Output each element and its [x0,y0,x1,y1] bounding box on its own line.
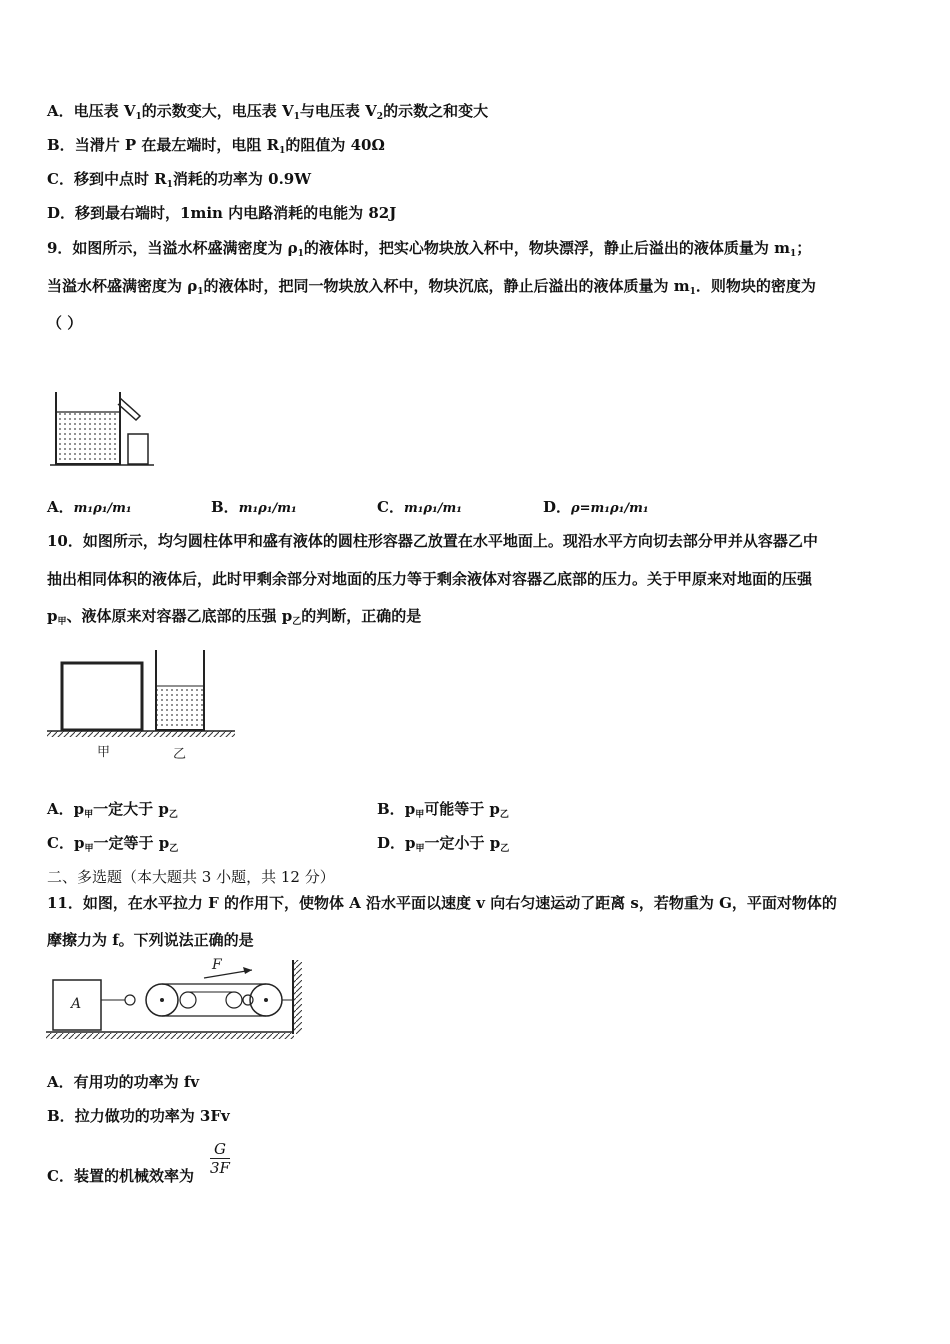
q11-option-c[interactable]: C．装置的机械效率为 [47,1167,194,1185]
q10-stem-line1: 10．如图所示，均匀圆柱体甲和盛有液体的圆柱形容器乙放置在水平地面上。现沿水平方向切去部分甲并从容器乙中 [47,532,818,550]
cylinder-container-figure [45,648,240,764]
q9-stem-line1: 9．如图所示，当溢水杯盛满密度为 $\rho_1$的液体时，把实心物块放入杯中，物块漂浮，静止后溢出的液体质量为 $m_1$； [47,239,812,259]
q8-option-b: B．当滑片 P 在最左端时，电阻 $R_1$的阻值为 40Ω [47,136,385,156]
overflow-cup-figure [48,382,160,472]
q10-option-a[interactable]: A．$p_甲$一定大于 $p_乙$ [47,800,178,820]
fraction-denominator: 3F [210,1159,230,1177]
q11-option-a[interactable]: A．有用功的功率为 fv [47,1073,200,1091]
q9-option-d[interactable]: D．ρ=m₁ρ₁/m₁ [543,498,649,516]
q10-option-b[interactable]: B．$p_甲$可能等于 $p_乙$ [377,800,509,820]
section-heading: 二、多选题（本大题共 3 小题，共 12 分） [47,868,335,886]
q10-stem-line2: 抽出相同体积的液体后，此时甲剩余部分对地面的压力等于剩余液体对容器乙底部的压力。关于甲原来对地面的压强 [47,570,813,588]
q9-option-b[interactable]: B．m₁ρ₁/m₁ [211,498,297,516]
efficiency-fraction [210,1140,230,1177]
figure-label-jia: 甲 [97,745,111,760]
q10-option-d[interactable]: D．$p_甲$一定小于 $p_乙$ [377,834,510,854]
q11-option-b[interactable]: B．拉力做功的功率为 3Fv [47,1107,230,1125]
q8-option-d: D．移到最右端时，1min 内电路消耗的电能为 82J [47,204,397,222]
q10-stem-line3: $p_甲$、液体原来对容器乙底部的压强 $p_乙$的判断，正确的是 [47,607,422,627]
q9-option-c[interactable]: C．m₁ρ₁/m₁ [377,498,462,516]
figure-label-f: F [212,957,222,973]
figure-label-yi: 乙 [173,747,187,762]
fraction-numerator: G [210,1140,230,1159]
q9-stem-line2: 当溢水杯盛满密度为 $\rho_1$的液体时，把同一物块放入杯中，物块沉底，静止后溢出的液体质量为 $m_1$．则物块的密度为 [47,277,816,297]
pulley-system-figure [44,956,306,1042]
q10-option-c[interactable]: C．$p_甲$一定等于 $p_乙$ [47,834,179,854]
q9-stem-line3: （ ） [47,314,83,332]
figure-label-a: A [71,996,82,1012]
q8-option-a: A．电压表 $V_1$的示数变大，电压表 $V_1$与电压表 $V_2$的示数之和变大 [47,102,489,122]
q11-stem-line1: 11．如图，在水平拉力 F 的作用下，使物体 A 沿水平面以速度 v 向右匀速运动了距离 s，若物重为 G，平面对物体的 [47,894,837,912]
q9-option-a[interactable]: A．m₁ρ₁/m₁ [47,498,132,516]
q8-option-c: C．移到中点时 $R_1$消耗的功率为 0.9W [47,170,312,190]
q11-stem-line2: 摩擦力为 f。下列说法正确的是 [47,931,254,949]
